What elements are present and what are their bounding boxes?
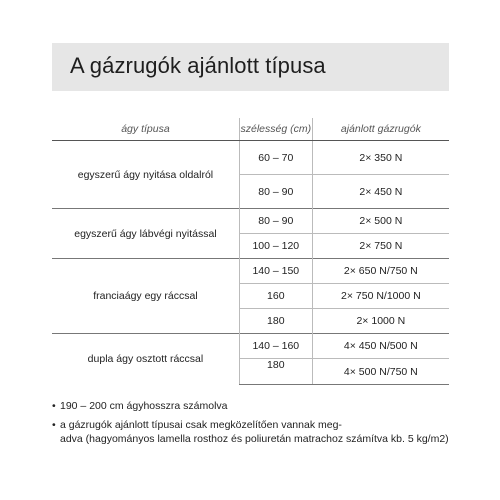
table-row xyxy=(52,259,449,284)
width-cell: 180 xyxy=(239,359,312,385)
spring-cell: 2× 1000 N xyxy=(312,309,449,334)
spring-cell: 2× 750 N/1000 N xyxy=(312,284,449,309)
width-cell: 140 – 150 xyxy=(239,259,312,284)
header-gas-springs: ajánlott gázrugók xyxy=(312,118,449,141)
footnote-item xyxy=(52,418,452,446)
bullet-marker: • xyxy=(52,400,56,412)
footnotes xyxy=(52,399,452,451)
width-cell: 160 xyxy=(239,284,312,309)
gas-spring-table xyxy=(52,118,449,385)
spring-cell: 4× 450 N/500 N xyxy=(312,334,449,359)
bed-type-cell: egyszerű ágy nyitása oldalról xyxy=(77,168,214,181)
bed-type-cell: dupla ágy osztott ráccsal xyxy=(52,334,239,385)
width-cell: 80 – 90 xyxy=(239,209,312,234)
header-width: szélesség (cm) xyxy=(239,118,312,141)
spring-cell: 2× 650 N/750 N xyxy=(312,259,449,284)
spring-cell: 2× 450 N xyxy=(312,175,449,209)
footnote-item xyxy=(52,399,452,413)
footnote-text: 190 – 200 cm ágyhosszra számolva xyxy=(60,400,228,412)
spring-cell: 2× 500 N xyxy=(312,209,449,234)
bed-type-cell: egyszerű ágy lábvégi nyitással xyxy=(52,209,239,259)
spring-cell: 2× 750 N xyxy=(312,234,449,259)
bullet-marker: • xyxy=(52,419,56,431)
table-row xyxy=(52,141,449,175)
width-cell: 100 – 120 xyxy=(239,234,312,259)
table-header-row xyxy=(52,118,449,141)
table-row xyxy=(52,334,449,359)
width-cell: 60 – 70 xyxy=(239,141,312,175)
page-title: A gázrugók ajánlott típusa xyxy=(70,53,326,78)
title-banner xyxy=(52,43,449,91)
spring-cell: 2× 350 N xyxy=(359,151,403,164)
width-cell: 180 xyxy=(239,309,312,334)
header-bed-type: ágy típusa xyxy=(52,118,239,141)
table-row xyxy=(52,209,449,234)
footnote-text: a gázrugók ajánlott típusai csak megközelítően vannak meg- adva (hagyományos lamella rosthoz és poliuretán matrachoz számítva kb. 5 kg/m2) xyxy=(60,419,449,445)
bed-type-cell: franciaágy egy ráccsal xyxy=(52,259,239,334)
width-cell: 140 – 160 xyxy=(239,334,312,359)
spring-cell: 4× 500 N/750 N xyxy=(312,359,449,385)
width-cell: 80 – 90 xyxy=(239,175,312,209)
spring-table-container xyxy=(52,118,449,385)
